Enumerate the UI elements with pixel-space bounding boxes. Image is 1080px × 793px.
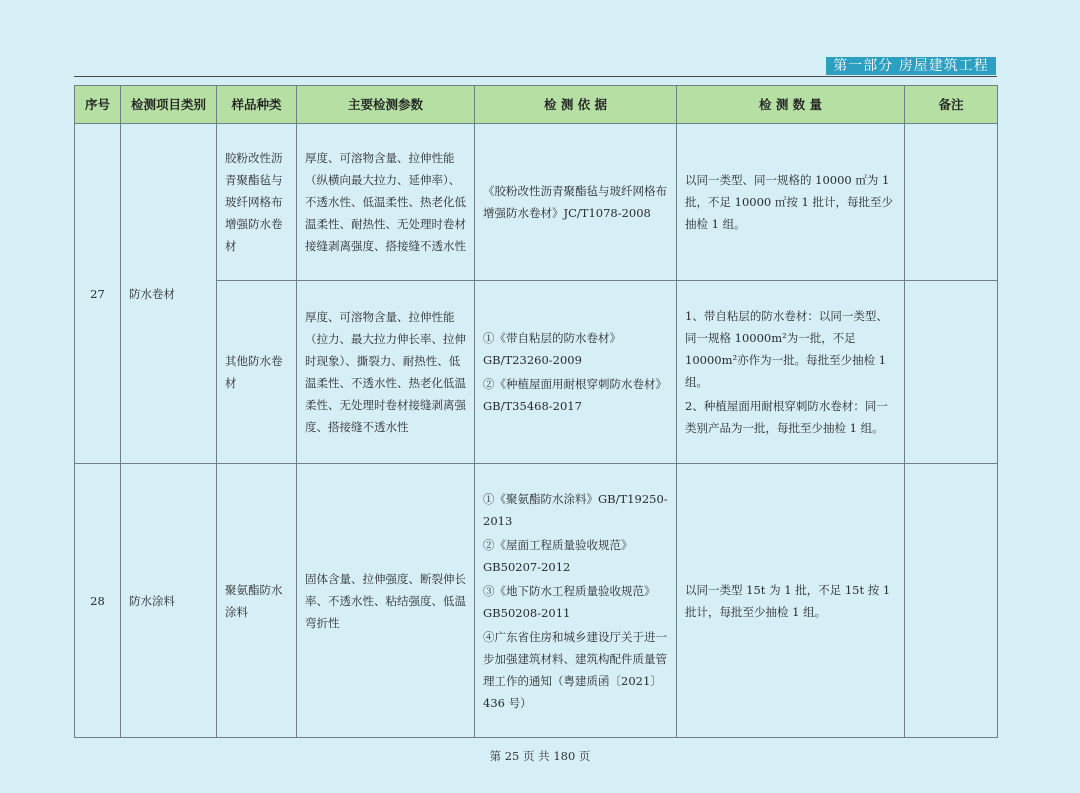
header-rule bbox=[74, 76, 997, 77]
sample-type: 胶粉改性沥青聚酯毡与玻纤网格布增强防水卷材 bbox=[217, 124, 297, 281]
remark-cell bbox=[905, 124, 998, 281]
inspection-table bbox=[74, 85, 998, 738]
remark-cell bbox=[905, 281, 998, 464]
quantity-item: 以同一类型 15t 为 1 批，不足 15t 按 1 批计，每批至少抽检 1 组。 bbox=[685, 582, 891, 619]
table-header-row bbox=[75, 86, 998, 124]
row-number: 28 bbox=[75, 464, 121, 738]
basis-item: ③《地下防水工程质量验收规范》GB50208-2011 bbox=[483, 583, 656, 620]
table-row bbox=[75, 464, 998, 738]
sample-type: 聚氨酯防水涂料 bbox=[217, 464, 297, 738]
col-header-sample: 样品种类 bbox=[217, 86, 297, 124]
basis-item: 《胶粉改性沥青聚酯毡与玻纤网格布增强防水卷材》JC/T1078-2008 bbox=[483, 184, 667, 220]
section-title: 第一部分 房屋建筑工程 bbox=[826, 57, 996, 75]
basis-item: ①《带自粘层的防水卷材》GB/T23260-2009 bbox=[483, 331, 621, 367]
basis-item: ④广东省住房和城乡建设厅关于进一步加强建筑材料、建筑构配件质量管理工作的通知（粤建质函〔2021〕436 号） bbox=[483, 629, 667, 710]
basis-item: ①《聚氨酯防水涂料》GB/T19250-2013 bbox=[483, 491, 668, 528]
col-header-basis: 检 测 依 据 bbox=[475, 86, 677, 124]
test-params: 厚度、可溶物含量、拉伸性能（纵横向最大拉力、延伸率）、不透水性、低温柔性、热老化低温柔性、耐热性、无处理时卷材接缝剥离强度、搭接缝不透水性 bbox=[297, 124, 475, 281]
quantity-item: 1、带自粘层的防水卷材：以同一类型、同一规格 10000m²为一批，不足 10000m²亦作为一批。每批至少抽检 1 组。 bbox=[685, 309, 888, 389]
sample-type: 其他防水卷材 bbox=[217, 281, 297, 464]
col-header-quantity: 检 测 数 量 bbox=[677, 86, 905, 124]
remark-cell bbox=[905, 464, 998, 738]
col-header-category: 检测项目类别 bbox=[121, 86, 217, 124]
quantity-item: 以同一类型、同一规格的 10000 ㎡为 1 批，不足 10000 ㎡按 1 批计，每批至少抽检 1 组。 bbox=[685, 173, 894, 231]
test-basis bbox=[475, 124, 677, 281]
col-header-params: 主要检测参数 bbox=[297, 86, 475, 124]
test-basis bbox=[475, 464, 677, 738]
test-params: 厚度、可溶物含量、拉伸性能（拉力、最大拉力伸长率、拉伸时现象）、撕裂力、耐热性、低温柔性、不透水性、热老化低温柔性、无处理时卷材接缝剥离强度、搭接缝不透水性 bbox=[297, 281, 475, 464]
test-quantity bbox=[677, 464, 905, 738]
col-header-no: 序号 bbox=[75, 86, 121, 124]
test-params: 固体含量、拉伸强度、断裂伸长率、不透水性、粘结强度、低温弯折性 bbox=[297, 464, 475, 738]
test-quantity bbox=[677, 124, 905, 281]
test-quantity bbox=[677, 281, 905, 464]
basis-item: ②《屋面工程质量验收规范》GB50207-2012 bbox=[483, 537, 633, 574]
row-category: 防水涂料 bbox=[121, 464, 217, 738]
quantity-item: 2、种植屋面用耐根穿刺防水卷材：同一类别产品为一批，每批至少抽检 1 组。 bbox=[685, 399, 888, 435]
row-number: 27 bbox=[75, 124, 121, 464]
table-row bbox=[75, 124, 998, 281]
basis-item: ②《种植屋面用耐根穿刺防水卷材》GB/T35468-2017 bbox=[483, 377, 667, 413]
page-number: 第 25 页 共 180 页 bbox=[489, 749, 591, 763]
col-header-remark: 备注 bbox=[905, 86, 998, 124]
row-category: 防水卷材 bbox=[121, 124, 217, 464]
test-basis bbox=[475, 281, 677, 464]
